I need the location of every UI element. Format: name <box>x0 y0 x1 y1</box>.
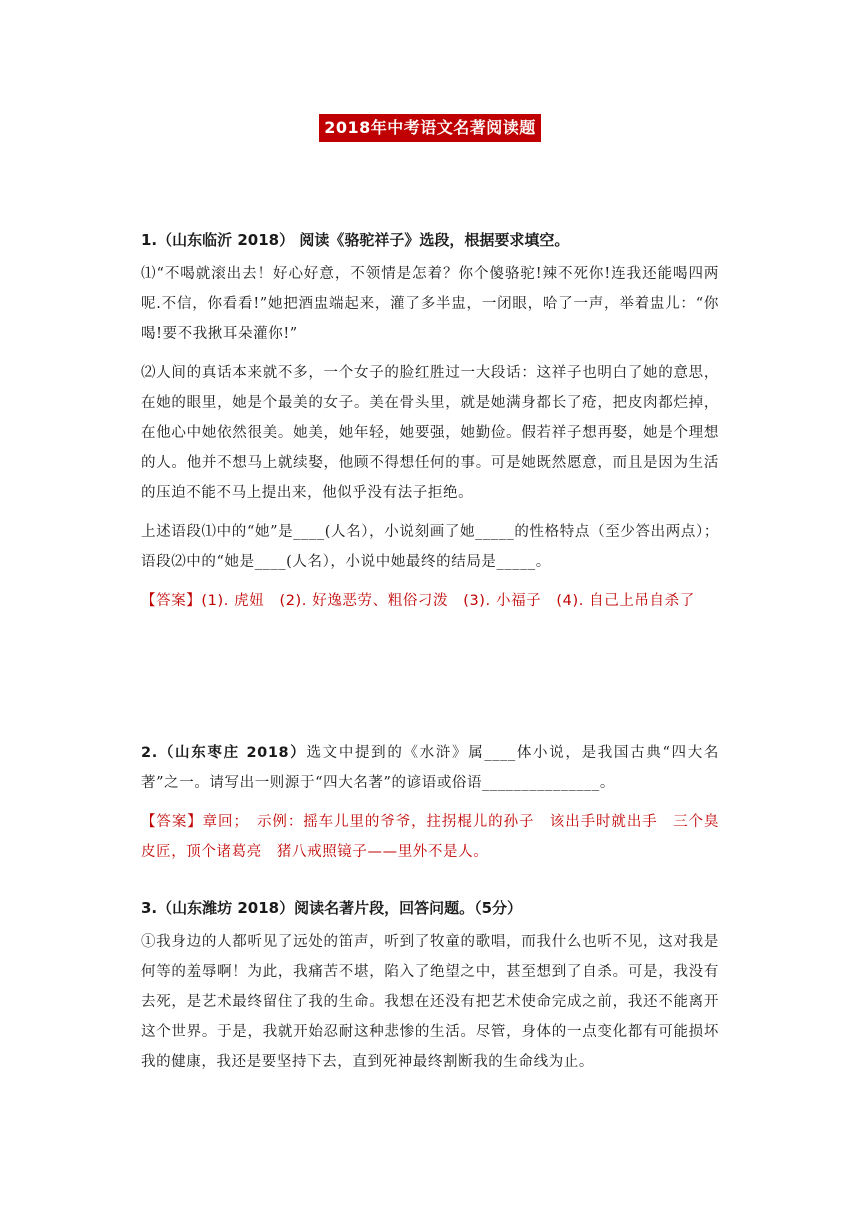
question-2-text <box>141 738 719 798</box>
answer-tag: 【答案】 <box>141 593 202 609</box>
question-2-answer <box>141 807 719 867</box>
title-banner <box>0 114 860 142</box>
question-3 <box>141 898 719 1077</box>
question-2 <box>141 738 719 867</box>
question-1-passage-1: ⑴“不喝就滚出去！好心好意，不领情是怎着？你个傻骆驼!辣不死你!连我还能喝四两呢.不信，你看看!”她把酒盅端起来，灌了多半盅，一闭眼，哈了一声，举着盅儿：“你喝!要不我揪耳朵灌你!” <box>141 266 719 342</box>
answer-text: (1). 虎妞 (2). 好逸恶劳、粗俗刁泼 (3). 小福子 (4). 自己上吊自杀了 <box>201 593 695 609</box>
question-1-prompt: 上述语段⑴中的“她”是____(人名），小说刻画了她_____的性格特点（至少答出两点）；语段⑵中的“她是____(人名），小说中她最终的结局是_____。 <box>141 524 719 570</box>
question-1 <box>141 230 719 616</box>
answer-tag: 【答案】 <box>141 814 203 830</box>
question-1-answer <box>141 586 719 616</box>
question-2-heading: 2.（山东枣庄 2018） <box>141 745 307 761</box>
question-1-passage-2: ⑵人间的真话本来就不多，一个女子的脸红胜过一大段话：这祥子也明白了她的意思，在她的眼里，她是个最美的女子。美在骨头里，就是她满身都长了疮，把皮肉都烂掉，在他心中她依然很美。她美，她年轻，她要强，她勤俭。假若祥子想再娶，她是个理想的人。他并不想马上就续娶，他顾不得想任何的事。可是她既然愿意，而且是因为生活的压迫不能不马上提出来，他似乎没有法子拒绝。 <box>141 365 719 501</box>
question-3-heading: 3.（山东潍坊 2018）阅读名著片段，回答问题。（5分） <box>141 899 523 917</box>
question-2-prompt: 选文中提到的《水浒》属____体小说，是我国古典“四大名著”之一。请写出一则源于“四大名著”的谚语或俗语_______________。 <box>141 745 719 791</box>
answer-text: 章回； 示例：摇车儿里的爷爷，拄拐棍儿的孙子 该出手时就出手 三个臭皮匠，顶个诸葛亮 猪八戒照镜子——里外不是人。 <box>141 814 719 860</box>
document-title: 2018年中考语文名著阅读题 <box>319 114 541 142</box>
question-1-heading: 1.（山东临沂 2018） 阅读《骆驼祥子》选段，根据要求填空。 <box>141 231 570 249</box>
question-3-passage-1: ①我身边的人都听见了远处的笛声，听到了牧童的歌唱，而我什么也听不见，这对我是何等的羞辱啊！为此，我痛苦不堪，陷入了绝望之中，甚至想到了自杀。可是，我没有去死，是艺术最终留住了我的生命。我想在还没有把艺术使命完成之前，我还不能离开这个世界。于是，我就开始忍耐这种悲惨的生活。尽管，身体的一点变化都有可能损坏我的健康，我还是要坚持下去，直到死神最终割断我的生命线为止。 <box>141 934 719 1070</box>
